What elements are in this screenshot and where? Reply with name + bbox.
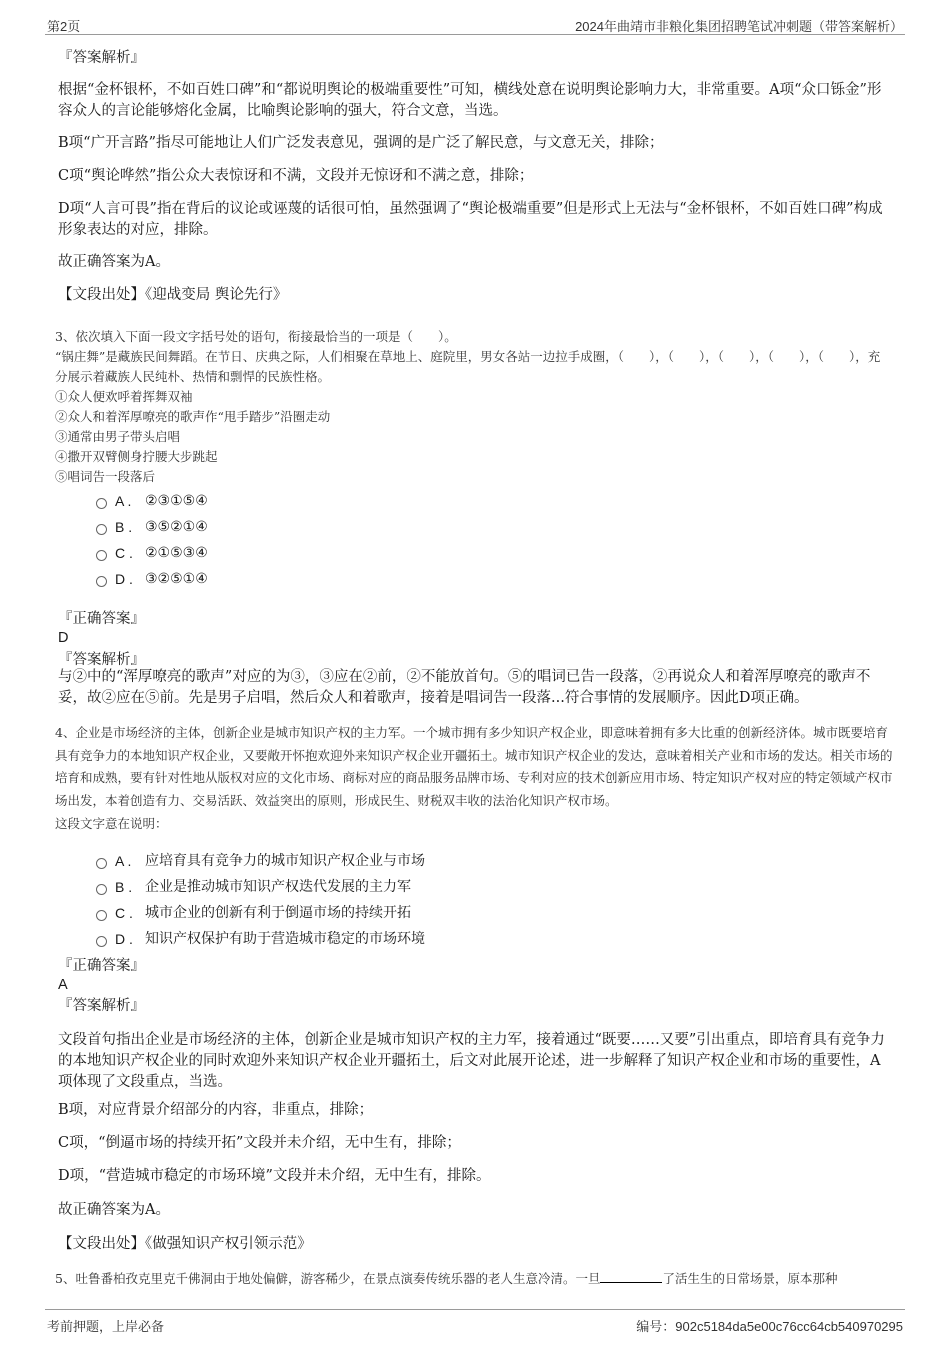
q3-item: ⑤唱词告一段落后: [55, 469, 156, 484]
q4-option-c[interactable]: C . 城市企业的创新有利于倒逼市场的持续开拓: [96, 904, 411, 922]
q4-option-a[interactable]: A . 应培育具有竞争力的城市知识产权企业与市场: [96, 852, 425, 870]
q4-answer-label: 『正确答案』: [58, 958, 145, 974]
q3-stem: 3、依次填入下面一段文字括号处的语句，衔接最恰当的一项是（ ）。: [55, 329, 457, 344]
code-value: 902c5184da5e00c76cc64cb540970295: [675, 1319, 903, 1334]
q4-option-b[interactable]: B . 企业是推动城市知识产权迭代发展的主力军: [96, 878, 411, 896]
radio-icon[interactable]: [96, 910, 107, 921]
page-number: 第2页: [47, 19, 81, 34]
radio-icon[interactable]: [96, 576, 107, 587]
radio-icon[interactable]: [96, 524, 107, 535]
document-code: [636, 1316, 903, 1335]
q2-conclusion: 故正确答案为A。: [58, 254, 170, 270]
q2-analysis-p1: 根据“金杯银杯，不如百姓口碑”和“都说明舆论的极端重要性”可知，横线处意在说明舆论影响力大，非常重要。A项“众口铄金”形容众人的言论能够熔化金属，比喻舆论影响的强大，符合文意，当选。: [58, 82, 882, 119]
q3-option-d[interactable]: D . ③②⑤①④: [96, 570, 208, 588]
q4-option-d[interactable]: D . 知识产权保护有助于营造城市稳定的市场环境: [96, 930, 425, 948]
q4-analysis-p2: B项，对应背景介绍部分的内容，非重点，排除；: [58, 1102, 374, 1118]
q2-analysis-p4: D项“人言可畏”指在背后的议论或诬蔑的话很可怕，虽然强调了“舆论极端重要”但是形式上无法与“金杯银杯，不如百姓口碑”构成形象表达的对应，排除。: [58, 201, 883, 238]
q5-stem: 5、吐鲁番柏孜克里克千佛洞由于地处偏僻，游客稀少，在景点演奏传统乐器的老人生意冷清。一旦 了活生生的日常场景，原本那种: [55, 1271, 838, 1286]
q3-option-a[interactable]: A . ②③①⑤④: [96, 492, 208, 510]
footer-slogan: 考前押题，上岸必备: [47, 1319, 165, 1334]
q3-item: ④撒开双臂侧身拧腰大步跳起: [55, 449, 218, 464]
page-header: [45, 14, 905, 35]
q3-answer: D: [58, 630, 69, 646]
q3-passage: “锅庄舞”是藏族民间舞蹈。在节日、庆典之际，人们相聚在草地上、庭院里，男女各站一边拉手成圈，（ ），（ ），（ ），（ ），（ ），充分展示着藏族人民纯朴、热情和剽悍的民族性格。: [55, 349, 881, 384]
q4-stem: 4、企业是市场经济的主体，创新企业是城市知识产权的主力军。一个城市拥有多少知识产权企业，即意味着拥有多大比重的创新经济体。城市既要培育具有竞争力的本地知识产权企业，又要敞开怀抱欢迎外来知识产权企业开疆拓土。城市知识产权企业的发达，意味着相关产业和市场的发达。相关市场的培育和成熟，要有针对性地从版权对应的文化市场、商标对应的商品服务品牌市场、专利对应的技术创新应用市场、特定知识产权对应的特定领域产权市场出发，本着创造有力、交易活跃、效益突出的原则，形成民生、财税双丰收的法治化知识产权市场。: [55, 725, 893, 808]
q4-analysis-p4: D项，“营造城市稳定的市场环境”文段并未介绍，无中生有，排除。: [58, 1168, 491, 1184]
q4-source: 【文段出处】《做强知识产权引领示范》: [58, 1236, 312, 1252]
q2-source: 【文段出处】《迎战变局 舆论先行》: [58, 287, 288, 303]
q2-analysis-p2: B项“广开言路”指尽可能地让人们广泛发表意见，强调的是广泛了解民意，与文意无关，排除；: [58, 135, 664, 151]
q4-analysis-p3: C项，“倒逼市场的持续开拓”文段并未介绍，无中生有，排除；: [58, 1135, 461, 1151]
q2-analysis-label: 『答案解析』: [58, 50, 145, 66]
q3-option-c[interactable]: C . ②①⑤③④: [96, 544, 208, 562]
q4-question: 这段文字意在说明：: [55, 816, 168, 831]
q2-analysis-p3: C项“舆论哗然”指公众大表惊讶和不满，文段并无惊讶和不满之意，排除；: [58, 168, 534, 184]
radio-icon[interactable]: [96, 936, 107, 947]
q3-item: ①众人便欢呼着挥舞双袖: [55, 389, 193, 404]
page-footer: [45, 1309, 905, 1338]
q3-answer-label: 『正确答案』: [58, 611, 145, 627]
q3-analysis: 与②中的“浑厚嘹亮的歌声”对应的为③，③应在②前，②不能放首句。⑤的唱词已告一段落，②再说众人和着浑厚嘹亮的歌声不妥，故②应在⑤前。先是男子启唱，然后众人和着歌声，接着是唱词告一段落...符合事情的发展顺序。因此D项正确。: [58, 669, 871, 706]
q4-analysis-label: 『答案解析』: [58, 998, 145, 1014]
q3-item: ②众人和着浑厚嘹亮的歌声作“甩手踏步”沿圈走动: [55, 409, 331, 424]
radio-icon[interactable]: [96, 858, 107, 869]
radio-icon[interactable]: [96, 884, 107, 895]
q3-item: ③通常由男子带头启唱: [55, 429, 181, 444]
q3-analysis-label: 『答案解析』: [58, 652, 145, 668]
document-title: 2024年曲靖市非粮化集团招聘笔试冲刺题（带答案解析）: [575, 19, 903, 34]
code-label: 编号：: [636, 1319, 676, 1334]
q4-answer: A: [58, 977, 68, 993]
q4-analysis-p1: 文段首句指出企业是市场经济的主体，创新企业是城市知识产权的主力军，接着通过“既要……又要”引出重点，即培育具有竞争力的本地知识产权企业的同时欢迎外来知识产权企业开疆拓土，后文对此展开论述，进一步解释了知识产权企业和市场的重要性，A项体现了文段重点，当选。: [58, 1032, 885, 1090]
fill-in-blank[interactable]: [600, 1269, 662, 1283]
q3-option-b[interactable]: B . ③⑤②①④: [96, 518, 208, 536]
q4-conclusion: 故正确答案为A。: [58, 1202, 170, 1218]
radio-icon[interactable]: [96, 498, 107, 509]
radio-icon[interactable]: [96, 550, 107, 561]
